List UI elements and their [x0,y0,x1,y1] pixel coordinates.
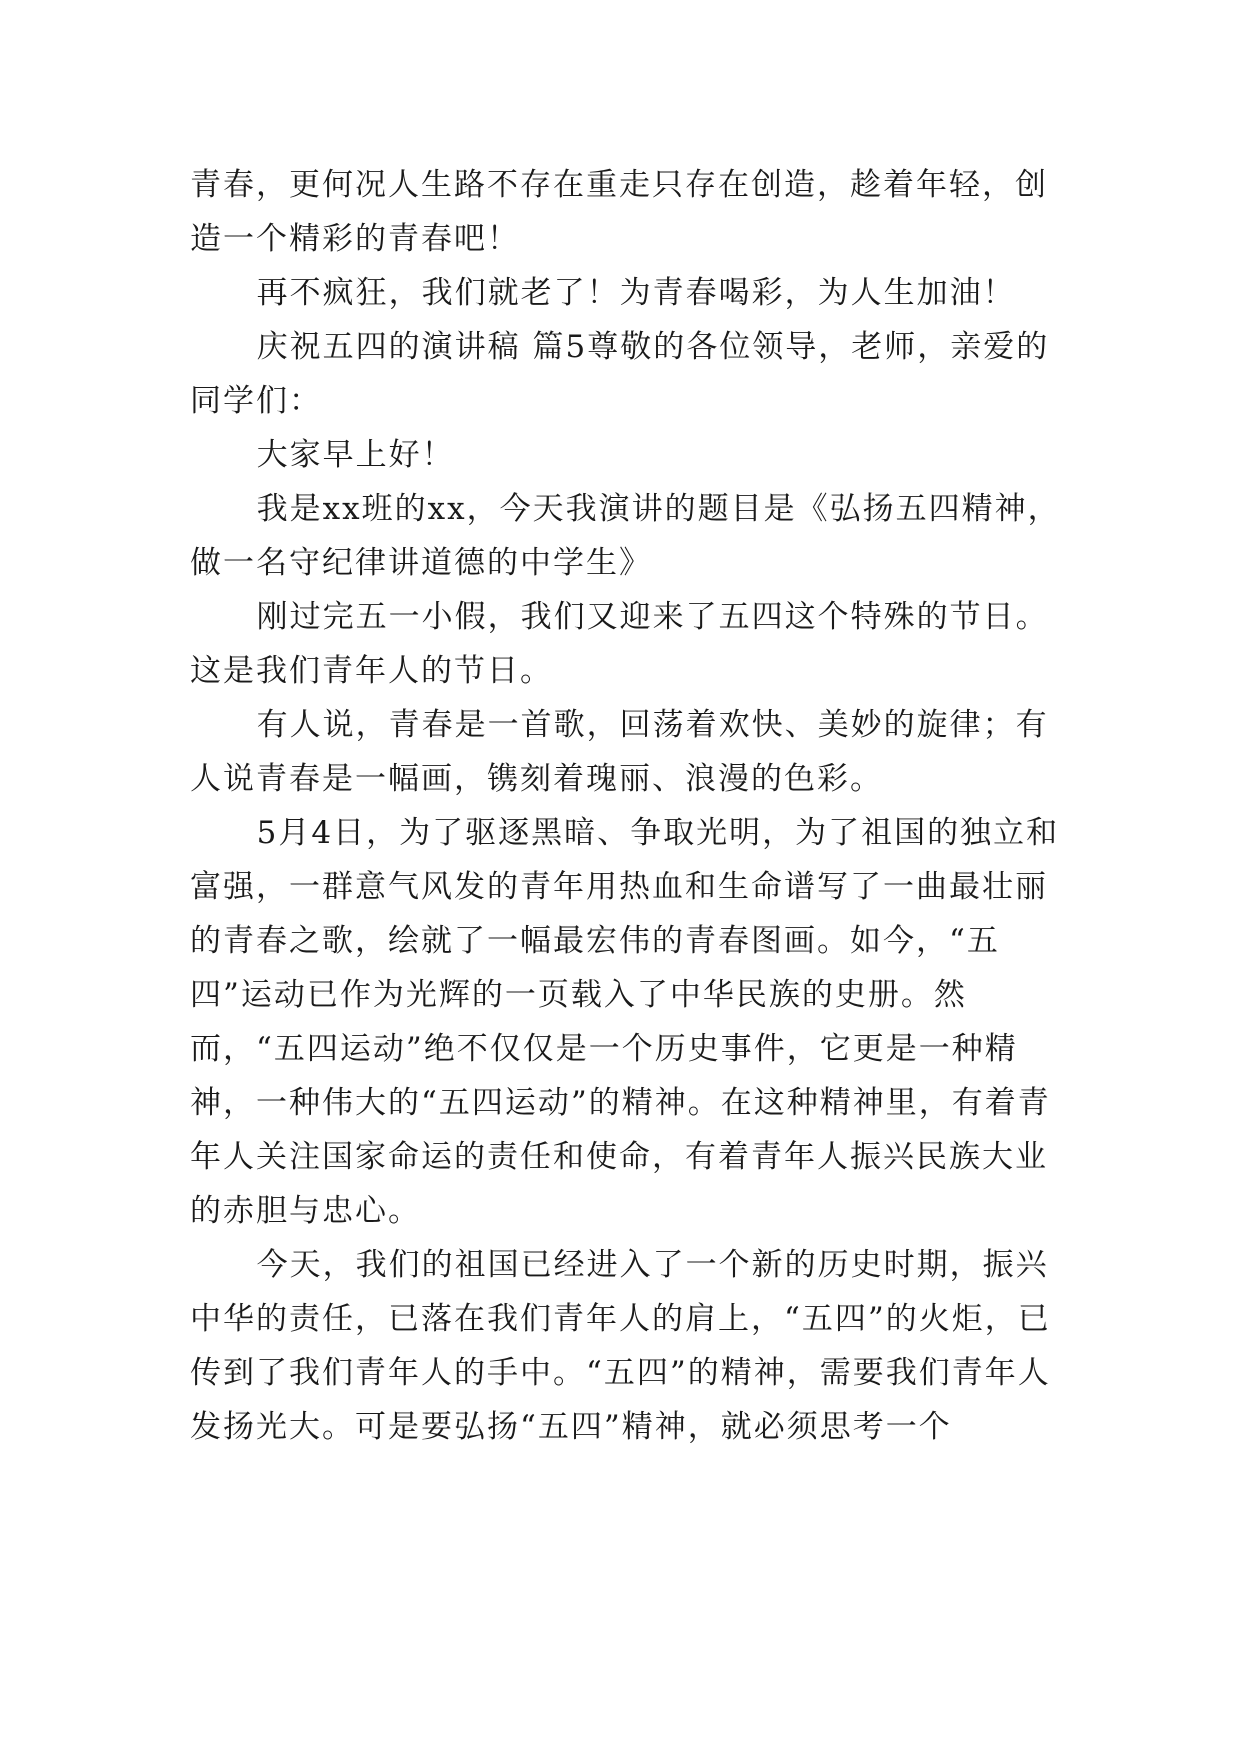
paragraph-1: 青春，更何况人生路不存在重走只存在创造，趁着年轻，创造一个精彩的青春吧！ [190,167,1048,257]
paragraph-9: 今天，我们的祖国已经进入了一个新的历史时期，振兴中华的责任，已落在我们青年人的肩上，“五四”的火炬，已传到了我们青年人的手中。“五四”的精神，需要我们青年人发扬光大。可是要弘扬“五四”精神，就必须思考一个 [190,1247,1051,1445]
paragraph-4: 大家早上好！ [256,437,455,473]
paragraph-8: 5月4日，为了驱逐黑暗、争取光明，为了祖国的独立和富强，一群意气风发的青年用热血和生命谱写了一曲最壮丽的青春之歌，绘就了一幅最宏伟的青春图画。如今，“五四”运动已作为光辉的一页载入了中华民族的史册。然而，“五四运动”绝不仅仅是一个历史事件，它更是一种精神，一种伟大的“五四运动”的精神。在这种精神里，有着青年人关注国家命运的责任和使命，有着青年人振兴民族大业的赤胆与忠心。 [190,815,1060,1229]
paragraph-7: 有人说，青春是一首歌，回荡着欢快、美妙的旋律；有人说青春是一幅画，镌刻着瑰丽、浪漫的色彩。 [190,707,1049,797]
paragraph-2: 再不疯狂，我们就老了！为青春喝彩，为人生加油！ [256,275,1016,311]
paragraph-3: 庆祝五四的演讲稿 篇5尊敬的各位领导，老师，亲爱的同学们： [190,329,1050,419]
paragraph-6: 刚过完五一小假，我们又迎来了五四这个特殊的节日。这是我们青年人的节日。 [190,599,1049,689]
paragraph-5: 我是xx班的xx，今天我演讲的题目是《弘扬五四精神，做一名守纪律讲道德的中学生》 [190,491,1061,581]
document-body [190,158,1070,1454]
